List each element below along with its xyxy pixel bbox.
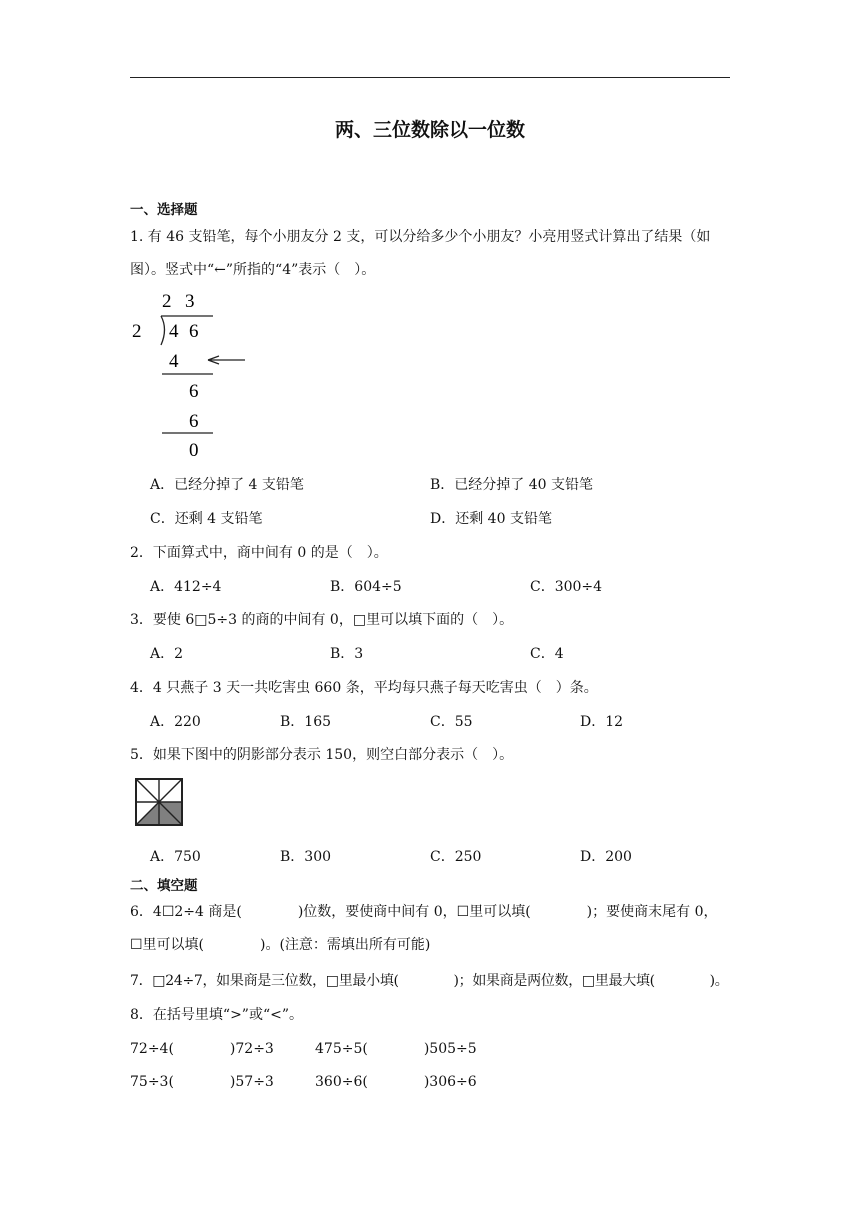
final-remainder: 0 — [189, 440, 199, 461]
q8-compare-2: 475÷5( )505÷5 — [315, 1041, 477, 1057]
q4-option-a[interactable]: A．220 — [150, 714, 201, 730]
q4-option-b[interactable]: B．165 — [280, 714, 332, 730]
q4-option-d[interactable]: D．12 — [580, 714, 624, 730]
q8-compare-4: 360÷6( )306÷6 — [315, 1074, 477, 1090]
question-4: 4．4 只燕子 3 天一共吃害虫 660 条，平均每只燕子每天吃害虫（ ）条。 — [130, 680, 598, 696]
q5-option-c[interactable]: C．250 — [430, 849, 482, 865]
q2-option-b[interactable]: B．604÷5 — [330, 579, 402, 595]
q1-option-b[interactable]: B．已经分掉了 40 支铅笔 — [430, 477, 594, 493]
shaded-square-figure — [134, 777, 184, 827]
product-step-1: 4 — [169, 351, 179, 372]
quotient-digit-ones: 3 — [185, 291, 195, 312]
question-6-line-1: 6．4☐2÷4 商是( )位数，要使商中间有 0，☐里可以填( )；要使商末尾有 0， — [130, 904, 718, 920]
q1-option-c[interactable]: C．还剩 4 支铅笔 — [150, 511, 263, 527]
q8-compare-3: 75÷3( )57÷3 — [130, 1074, 274, 1090]
q8-compare-1: 72÷4( )72÷3 — [130, 1041, 274, 1057]
question-3: 3．要使 6□5÷3 的商的中间有 0，□里可以填下面的（ ）。 — [130, 612, 514, 628]
header-rule — [130, 77, 730, 78]
long-division-figure — [125, 285, 255, 465]
q5-option-b[interactable]: B．300 — [280, 849, 332, 865]
remainder-step-1: 6 — [189, 381, 199, 402]
question-1-line-2: 图）。竖式中“←”所指的“4”表示（ ）。 — [130, 262, 376, 278]
q3-option-c[interactable]: C．4 — [530, 646, 564, 662]
quotient-digit-tens: 2 — [162, 291, 172, 312]
dividend-digit-tens: 4 — [169, 321, 179, 342]
section-heading-fill: 二、填空题 — [130, 878, 198, 894]
question-5: 5．如果下图中的阴影部分表示 150，则空白部分表示（ ）。 — [130, 747, 514, 763]
question-1-line-1: 1. 有 46 支铅笔，每个小朋友分 2 支，可以分给多少个小朋友？小亮用竖式计算出了结果（如 — [130, 229, 711, 245]
section-heading-choice: 一、选择题 — [130, 202, 198, 218]
q5-option-a[interactable]: A．750 — [150, 849, 201, 865]
page-title: 两、三位数除以一位数 — [334, 119, 525, 141]
question-6-line-2: ☐里可以填( )。(注意：需填出所有可能) — [130, 937, 431, 953]
division-bracket — [161, 316, 165, 345]
question-7: 7．□24÷7，如果商是三位数，□里最小填( )；如果商是两位数，□里最大填( )。 — [130, 973, 729, 989]
q2-option-c[interactable]: C．300÷4 — [530, 579, 603, 595]
q3-option-b[interactable]: B．3 — [330, 646, 364, 662]
q1-option-a[interactable]: A．已经分掉了 4 支铅笔 — [150, 477, 304, 493]
q2-option-a[interactable]: A．412÷4 — [150, 579, 222, 595]
q1-option-d[interactable]: D．还剩 40 支铅笔 — [430, 511, 552, 527]
q5-option-d[interactable]: D．200 — [580, 849, 632, 865]
q3-option-a[interactable]: A．2 — [150, 646, 184, 662]
product-step-2: 6 — [189, 411, 199, 432]
question-2: 2．下面算式中，商中间有 0 的是（ ）。 — [130, 545, 388, 561]
divisor-digit: 2 — [132, 321, 142, 342]
q4-option-c[interactable]: C．55 — [430, 714, 473, 730]
dividend-digit-ones: 6 — [189, 321, 199, 342]
question-8: 8．在括号里填“>”或“<”。 — [130, 1007, 303, 1023]
